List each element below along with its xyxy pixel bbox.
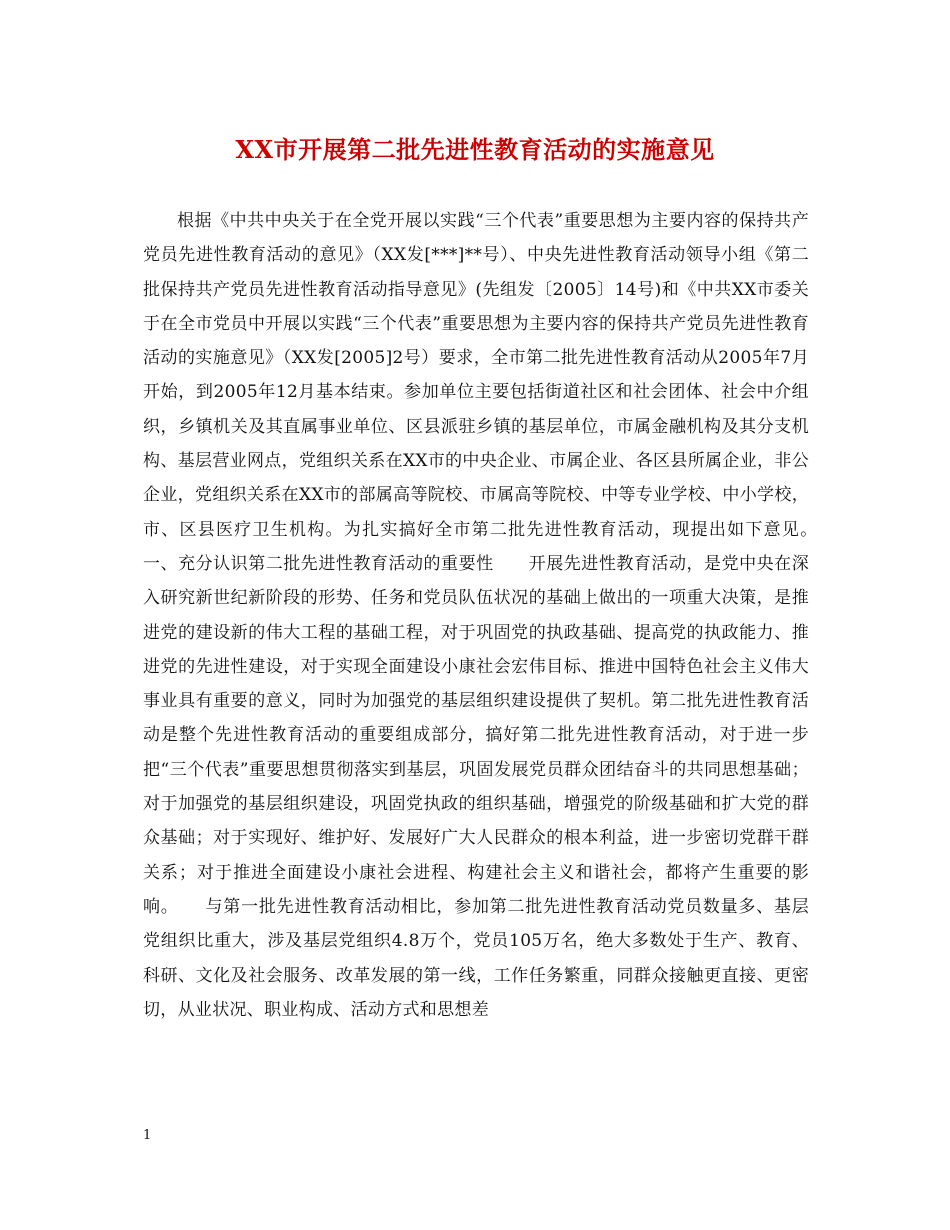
page-number: 1 (143, 1128, 152, 1143)
body-paragraph: 根据《中共中央关于在全党开展以实践“三个代表”重要思想为主要内容的保持共产党员先进性教育活动的意见》（XX发[***]**号）、中央先进性教育活动领导小组《第二批保持共产党员先进性教育活动指导意见》(先组发〔2005〕14号)和《中共XX市委关于在全市党员中开展以实践“三个代表”重要思想为主要内容的保持共产党员先进性教育活动的实施意见》（XX发[2005]2号）要求，全市第二批先进性教育活动从2005年7月开始，到2005年12月基本结束。参加单位主要包括街道社区和社会团体、社会中介组织，乡镇机关及其直属事业单位、区县派驻乡镇的基层单位，市属金融机构及其分支机构、基层营业网点，党组织关系在XX市的中央企业、市属企业、各区县所属企业，非公企业，党组织关系在XX市的部属高等院校、市属高等院校、中等专业学校、中小学校，市、区县医疗卫生机构。为扎实搞好全市第二批先进性教育活动，现提出如下意见。 一、充分认识第二批先进性教育活动的重要性 开展先进性教育活动，是党中央在深入研究新世纪新阶段的形势、任务和党员队伍状况的基础上做出的一项重大决策，是推进党的建设新的伟大工程的基础工程，对于巩固党的执政基础、提高党的执政能力、推进党的先进性建设，对于实现全面建设小康社会宏伟目标、推进中国特色社会主义伟大事业具有重要的意义，同时为加强党的基层组织建设提供了契机。第二批先进性教育活动是整个先进性教育活动的重要组成部分，搞好第二批先进性教育活动，对于进一步把“三个代表”重要思想贯彻落实到基层，巩固发展党员群众团结奋斗的共同思想基础；对于加强党的基层组织建设，巩固党执政的组织基础，增强党的阶级基础和扩大党的群众基础；对于实现好、维护好、发展好广大人民群众的根本利益，进一步密切党群干群关系；对于推进全面建设小康社会进程、构建社会主义和谐社会，都将产生重要的影响。 与第一批先进性教育活动相比，参加第二批先进性教育活动党员数量多、基层党组织比重大，涉及基层党组织4.8万个，党员105万名，绝大多数处于生产、教育、科研、文化及社会服务、改革发展的第一线，工作任务繁重，同群众接触更直接、更密切，从业状况、职业构成、活动方式和思想差 (143, 211, 844, 1020)
document-title: XX市开展第二批先进性教育活动的实施意见 (235, 135, 715, 164)
